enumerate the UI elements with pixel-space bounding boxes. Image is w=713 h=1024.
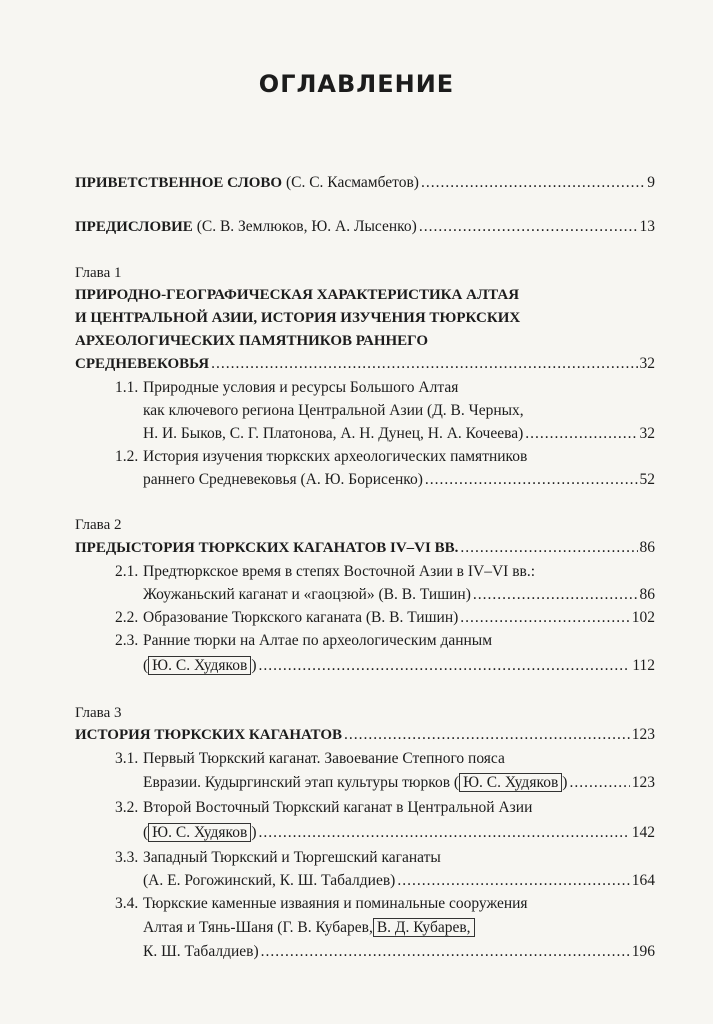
chapter-3-label: Глава 3 bbox=[75, 705, 122, 721]
page-number: 32 bbox=[639, 425, 655, 442]
leader-dots bbox=[460, 607, 629, 629]
page-number: 123 bbox=[631, 726, 655, 743]
author-box: Ю. С. Худяков bbox=[148, 823, 251, 842]
chapter-1-label: Глава 1 bbox=[75, 265, 122, 281]
section-1-1-line3: Н. И. Быков, С. Г. Платонова, А. Н. Дунец, Н. А. Кочеева) ..... 32 bbox=[143, 423, 655, 445]
section-2-3-line1: 2.3. Ранние тюрки на Алтае по археологическим данным bbox=[115, 632, 493, 649]
page-number: 9 bbox=[647, 174, 655, 191]
leader-dots bbox=[525, 423, 637, 445]
leader-dots bbox=[211, 353, 637, 375]
chapter-1-title-line2: И ЦЕНТРАЛЬНОЙ АЗИИ, ИСТОРИЯ ИЗУЧЕНИЯ ТЮРКСКИХ bbox=[75, 310, 521, 326]
section-2-1-line2: Жоужаньский каганат и «гаоцзюй» (В. В. Тишин) ..... 86 bbox=[143, 584, 655, 606]
section-1-2-line1: 1.2. История изучения тюркских археологических памятников bbox=[115, 448, 528, 465]
welcome-authors: (С. С. Касмамбетов) bbox=[282, 174, 419, 191]
page-number: 196 bbox=[631, 943, 655, 960]
leader-dots bbox=[425, 469, 638, 491]
section-3-4-line2: Алтая и Тянь-Шаня (Г. В. Кубарев, В. Д. Кубарев, bbox=[143, 917, 655, 939]
preface-title: ПРЕДИСЛОВИЕ bbox=[75, 219, 193, 235]
section-3-2-line1: 3.2. Второй Восточный Тюркский каганат в Центральной Азии bbox=[115, 799, 533, 816]
leader-dots bbox=[421, 172, 645, 194]
author-box: Ю. С. Худяков bbox=[148, 656, 251, 675]
section-3-1-line2: Евразии. Кудыргинский этап культуры тюрков ( Ю. С. Худяков ) ..... 123 bbox=[143, 772, 655, 794]
section-3-2-line2: ( Ю. С. Худяков ) ..... 142 bbox=[143, 822, 655, 844]
author-box: В. Д. Кубарев, bbox=[373, 918, 475, 937]
page-title: ОГЛАВЛЕНИЕ bbox=[258, 70, 455, 98]
page-number: 123 bbox=[631, 774, 655, 791]
page-number: 32 bbox=[639, 355, 655, 372]
leader-dots bbox=[473, 584, 638, 606]
section-3-3-line1: 3.3. Западный Тюркский и Тюргешский каганаты bbox=[115, 849, 441, 866]
page-number: 86 bbox=[639, 586, 655, 603]
page-number: 112 bbox=[632, 657, 655, 674]
page-number: 164 bbox=[631, 872, 655, 889]
section-1-2-line2: раннего Средневековья (А. Ю. Борисенко) ..... 52 bbox=[143, 469, 655, 491]
chapter-1-title-line4: СРЕДНЕВЕКОВЬЯ ..... 32 bbox=[75, 353, 655, 375]
section-2-1-line1: 2.1. Предтюркское время в степях Восточной Азии в IV–VI вв.: bbox=[115, 563, 536, 580]
toc-entry-welcome bbox=[75, 172, 655, 194]
section-2-2: 2.2. Образование Тюркского каганата (В. В. Тишин) ..... 102 bbox=[115, 607, 655, 629]
leader-dots bbox=[344, 724, 630, 746]
preface-authors: (С. В. Землюков, Ю. А. Лысенко) bbox=[192, 218, 417, 235]
leader-dots bbox=[419, 216, 638, 238]
toc-entry-preface bbox=[75, 216, 655, 238]
section-3-4-line3: К. Ш. Табалдиев) ..... 196 bbox=[143, 941, 655, 963]
leader-dots bbox=[460, 537, 637, 559]
leader-dots bbox=[259, 822, 630, 844]
chapter-1-title-line1: ПРИРОДНО-ГЕОГРАФИЧЕСКАЯ ХАРАКТЕРИСТИКА АЛТАЯ bbox=[75, 287, 520, 303]
page-number: 142 bbox=[631, 824, 655, 841]
author-box: Ю. С. Худяков bbox=[459, 773, 562, 792]
page-number: 86 bbox=[639, 539, 655, 556]
section-3-4-line1: 3.4. Тюркские каменные изваяния и поминальные сооружения bbox=[115, 895, 528, 912]
welcome-title: ПРИВЕТСТВЕННОЕ СЛОВО bbox=[75, 175, 283, 191]
leader-dots bbox=[259, 655, 631, 677]
leader-dots bbox=[261, 941, 630, 963]
section-2-3-line2: ( Ю. С. Худяков ) ..... 112 bbox=[143, 655, 655, 677]
section-3-1-line1: 3.1. Первый Тюркский каганат. Завоевание Степного пояса bbox=[115, 750, 505, 767]
page-number: 52 bbox=[639, 471, 655, 488]
chapter-1-title-line3: АРХЕОЛОГИЧЕСКИХ ПАМЯТНИКОВ РАННЕГО bbox=[75, 333, 428, 349]
page-number: 13 bbox=[639, 218, 655, 235]
section-1-1-line1: 1.1. Природные условия и ресурсы Большого Алтая bbox=[115, 379, 459, 396]
chapter-2-label: Глава 2 bbox=[75, 517, 122, 533]
chapter-2-title: ПРЕДЫСТОРИЯ ТЮРКСКИХ КАГАНАТОВ IV–VI ВВ. ..... 86 bbox=[75, 537, 655, 559]
chapter-3-title: ИСТОРИЯ ТЮРКСКИХ КАГАНАТОВ ..... 123 bbox=[75, 724, 655, 746]
page-number: 102 bbox=[631, 609, 655, 626]
section-1-1-line2: как ключевого региона Центральной Азии (Д. В. Черных, bbox=[143, 402, 524, 419]
leader-dots bbox=[569, 772, 629, 794]
leader-dots bbox=[397, 870, 629, 892]
section-3-3-line2: (А. Е. Рогожинский, К. Ш. Табалдиев) ..... 164 bbox=[143, 870, 655, 892]
